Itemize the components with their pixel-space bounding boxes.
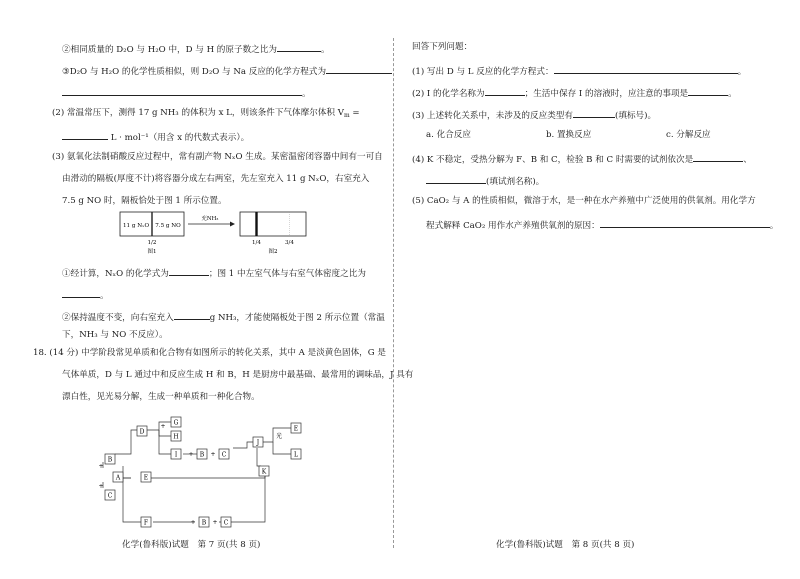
- label-E: E: [293, 425, 299, 433]
- text-line: 7.5 g NO 时，隔板恰处于图 1 所示位置。: [62, 196, 227, 206]
- fig2-caption: 图2: [268, 249, 278, 255]
- label-J: J: [256, 439, 260, 447]
- text-line: 。: [62, 288, 109, 302]
- right-page: [404, 0, 800, 579]
- label-C3: C: [223, 519, 229, 527]
- option-b: b. 置换反应: [546, 130, 592, 140]
- plus-1: +: [210, 451, 216, 458]
- text-line: ②相同质量的 D₂O 与 H₂O 中，D 与 H 的原子数之比为 。: [62, 42, 330, 56]
- text-line: (3) 上述转化关系中，未涉及的反应类型有 (填标号)。: [412, 108, 656, 122]
- text-line: (5) CaO₂ 与 A 的性质相似，微溶于水，是一种在水产养殖中广泛使用的供氧剂。用化学方: [412, 196, 756, 206]
- label-K: K: [261, 468, 267, 476]
- page-footer: 化学(鲁科版)试题 第 7 页(共 8 页): [122, 540, 261, 550]
- option-c: c. 分解反应: [666, 130, 711, 140]
- text-line: (2) I 的化学名称为 ；生活中保存 I 的溶液时，应注意的事项是 。: [412, 86, 737, 100]
- arrow-label: 充NH₃: [201, 216, 219, 222]
- text-line: (1) 写出 D 与 L 反应的化学方程式： 。: [412, 64, 746, 78]
- text-line: 程式解释 CaO₂ 用作水产养殖供氧剂的原因： 。: [426, 218, 778, 232]
- label-B: B: [107, 456, 113, 464]
- text-line: (填试剂名称)。: [426, 174, 544, 188]
- text-line: ①经计算，NₓO 的化学式为 ；图 1 中左室气体与右室气体密度之比为: [62, 266, 366, 280]
- fig2-pos1: 1/4: [251, 240, 262, 246]
- label-A: A: [115, 474, 121, 482]
- label-I: I: [174, 451, 178, 459]
- label-B3: B: [201, 519, 207, 527]
- fig2-container: [240, 212, 306, 236]
- fig1-right-label: 7.5 g NO: [155, 223, 181, 229]
- text-line: 由滑动的隔板(厚度不计)将容器分成左右两室，先左室充入 11 g NₓO，右室充入: [62, 174, 370, 184]
- plus-2: +: [212, 519, 218, 526]
- label-G: G: [173, 419, 179, 427]
- fig1-caption: 图1: [147, 249, 157, 255]
- plus-4: +: [188, 451, 194, 458]
- label-E2: E: [143, 474, 149, 482]
- label-L: L: [294, 451, 298, 459]
- partition-figure: [118, 208, 318, 258]
- text-line: (4) K 不稳定，受热分解为 F、B 和 C，检验 B 和 C 时需要的试剂依次是 、: [412, 152, 752, 166]
- label-C: C: [107, 492, 113, 500]
- text-line: L · mol⁻¹（用含 x 的代数式表示）。: [62, 130, 249, 144]
- plus-6: +: [98, 483, 104, 490]
- label-H: H: [173, 433, 179, 441]
- question-18: 18. (14 分) 中学阶段常见单质和化合物有如图所示的转化关系，其中 A 是淡黄色固体，G 是: [33, 348, 386, 358]
- option-a: a. 化合反应: [426, 130, 471, 140]
- text-line: ②保持温度不变，向右室充入 g NH₃，才能使隔板处于图 2 所示位置（常温: [62, 310, 385, 324]
- label-D: D: [139, 428, 145, 436]
- label-F: F: [143, 519, 149, 527]
- text-line: (2) 常温常压下，测得 17 g NH₃ 的体积为 x L，则该条件下气体摩尔体积 $V_m$ =: [52, 108, 360, 119]
- reaction-diagram: [95, 408, 325, 530]
- fig1-left-label: 11 g NₓO: [122, 223, 150, 229]
- text-line: 气体单质，D 与 L 通过中和反应生成 H 和 B，H 是厨房中最基础、最常用的调味品，J 具有: [62, 370, 414, 380]
- plus-7: +: [160, 423, 166, 430]
- text-line: 下，NH₃ 与 NO 不反应）。: [62, 330, 168, 340]
- fig2-pos2: 3/4: [284, 240, 295, 246]
- plus-5: +: [98, 463, 104, 470]
- text-line: 回答下列问题：: [412, 42, 473, 52]
- label-B2: B: [199, 451, 205, 459]
- label-C2: C: [221, 451, 227, 459]
- plus-3: +: [190, 519, 196, 526]
- page-footer: 化学(鲁科版)试题 第 8 页(共 8 页): [496, 540, 635, 550]
- arrow-head: [230, 222, 235, 227]
- text-line: (3) 氨氧化法制硝酸反应过程中，常有副产物 NₓO 生成。某密温密闭容器中间有一可自: [52, 152, 383, 162]
- fig1-position: 1/2: [147, 240, 157, 246]
- light-label: 光: [275, 433, 283, 440]
- text-line: ③D₂O 与 H₂O 的化学性质相似，则 D₂O 与 Na 反应的化学方程式为: [62, 64, 392, 78]
- answer-line[interactable]: 。: [62, 86, 311, 100]
- page-divider: [393, 38, 394, 548]
- text-line: 漂白性，见光易分解，生成一种单质和一种化合物。: [62, 392, 260, 402]
